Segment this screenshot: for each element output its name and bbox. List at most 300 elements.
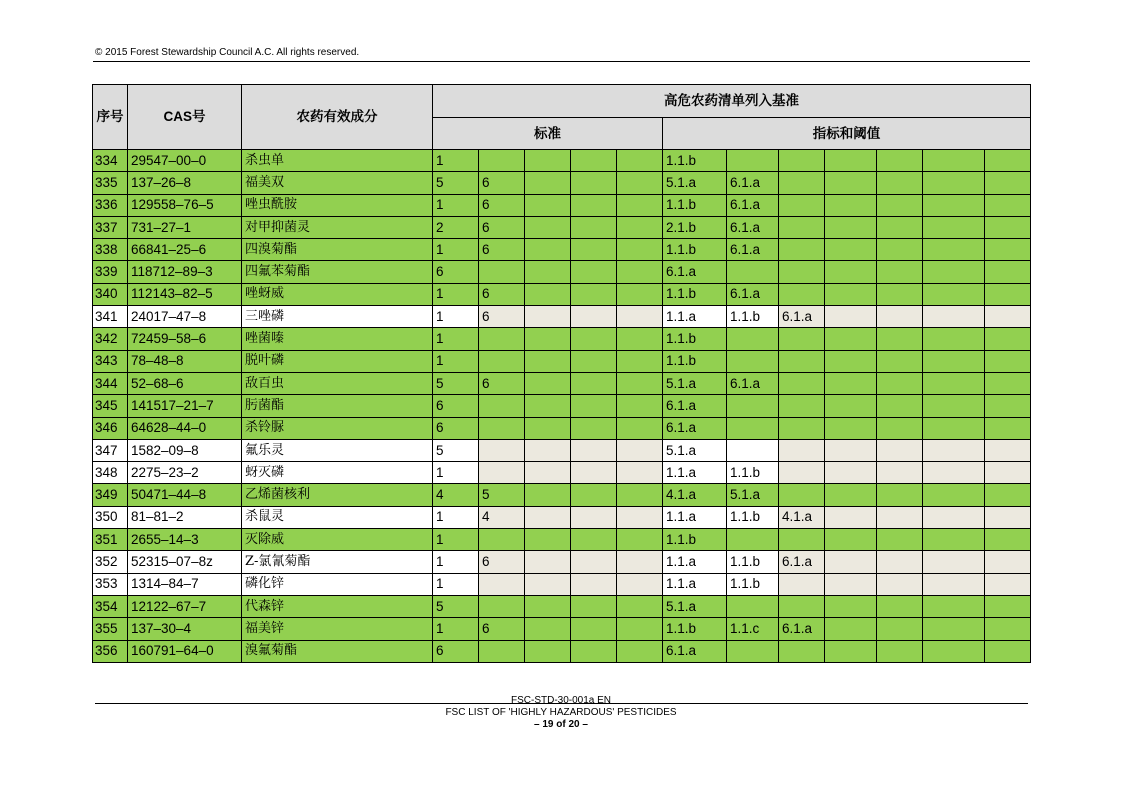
indicator-cell: 6.1.a xyxy=(779,306,825,328)
table-row xyxy=(93,150,1031,172)
standard-cell: 1 xyxy=(433,506,479,528)
standard-cell xyxy=(525,239,571,261)
footer-page-number: – 19 of 20 – xyxy=(534,719,588,730)
standard-cell xyxy=(525,439,571,461)
indicator-cell xyxy=(877,172,923,194)
ingredient-name: 磷化锌 xyxy=(242,573,433,595)
table-row xyxy=(93,261,1031,283)
standard-cell xyxy=(617,239,663,261)
standard-cell xyxy=(571,261,617,283)
table-row xyxy=(93,328,1031,350)
cas-number: 52315–07–8z xyxy=(128,551,242,573)
standard-cell xyxy=(617,484,663,506)
cas-number: 78–48–8 xyxy=(128,350,242,372)
standard-cell xyxy=(479,462,525,484)
indicator-cell xyxy=(727,150,779,172)
ingredient-name: 福美双 xyxy=(242,172,433,194)
cas-number: 1314–84–7 xyxy=(128,573,242,595)
standard-cell: 6 xyxy=(479,306,525,328)
table-row xyxy=(93,573,1031,595)
standard-cell: 5 xyxy=(433,372,479,394)
standard-cell xyxy=(525,395,571,417)
table-row xyxy=(93,350,1031,372)
table-row xyxy=(93,595,1031,617)
indicator-cell xyxy=(985,573,1031,595)
standard-cell xyxy=(617,194,663,216)
indicator-cell xyxy=(779,216,825,238)
indicator-cell: 6.1.a xyxy=(663,395,727,417)
indicator-cell: 1.1.a xyxy=(663,306,727,328)
cas-number: 137–26–8 xyxy=(128,172,242,194)
table-row xyxy=(93,529,1031,551)
row-number: 334 xyxy=(93,150,128,172)
indicator-cell xyxy=(825,618,877,640)
row-number: 356 xyxy=(93,640,128,662)
indicator-cell xyxy=(923,640,985,662)
cas-number: 1582–09–8 xyxy=(128,439,242,461)
cas-number: 12122–67–7 xyxy=(128,595,242,617)
standard-cell xyxy=(479,529,525,551)
standard-cell xyxy=(571,595,617,617)
col-header-criteria: 高危农药清单列入基准 xyxy=(433,85,1031,118)
cas-number: 137–30–4 xyxy=(128,618,242,640)
standard-cell xyxy=(525,506,571,528)
indicator-cell: 1.1.a xyxy=(663,462,727,484)
indicator-cell xyxy=(779,439,825,461)
indicator-cell xyxy=(877,194,923,216)
ingredient-name: 代森锌 xyxy=(242,595,433,617)
indicator-cell: 6.1.a xyxy=(727,194,779,216)
row-number: 351 xyxy=(93,529,128,551)
row-number: 343 xyxy=(93,350,128,372)
standard-cell xyxy=(479,640,525,662)
indicator-cell: 1.1.b xyxy=(663,618,727,640)
standard-cell: 1 xyxy=(433,529,479,551)
indicator-cell: 6.1.a xyxy=(727,216,779,238)
indicator-cell: 1.1.b xyxy=(663,283,727,305)
table-row xyxy=(93,506,1031,528)
standard-cell xyxy=(571,529,617,551)
pesticide-table xyxy=(92,84,1031,663)
standard-cell: 1 xyxy=(433,306,479,328)
indicator-cell xyxy=(923,595,985,617)
indicator-cell: 6.1.a xyxy=(727,239,779,261)
row-number: 335 xyxy=(93,172,128,194)
indicator-cell xyxy=(985,529,1031,551)
indicator-cell: 4.1.a xyxy=(779,506,825,528)
indicator-cell xyxy=(985,439,1031,461)
standard-cell: 1 xyxy=(433,462,479,484)
indicator-cell xyxy=(779,172,825,194)
ingredient-name: 敌百虫 xyxy=(242,372,433,394)
indicator-cell xyxy=(985,618,1031,640)
standard-cell xyxy=(525,417,571,439)
standard-cell xyxy=(617,506,663,528)
ingredient-name: 肟菌酯 xyxy=(242,395,433,417)
standard-cell xyxy=(525,640,571,662)
indicator-cell xyxy=(779,150,825,172)
footer-rule xyxy=(95,703,1028,704)
copyright-notice: © 2015 Forest Stewardship Council A.C. All rights reserved. xyxy=(95,47,360,58)
standard-cell: 6 xyxy=(479,372,525,394)
standard-cell xyxy=(571,283,617,305)
ingredient-name: 四溴菊酯 xyxy=(242,239,433,261)
standard-cell xyxy=(525,551,571,573)
indicator-cell xyxy=(825,350,877,372)
cas-number: 81–81–2 xyxy=(128,506,242,528)
indicator-cell xyxy=(923,484,985,506)
indicator-cell xyxy=(727,417,779,439)
indicator-cell xyxy=(825,462,877,484)
table-body xyxy=(93,150,1031,663)
indicator-cell: 1.1.c xyxy=(727,618,779,640)
indicator-cell: 1.1.b xyxy=(663,350,727,372)
indicator-cell xyxy=(825,506,877,528)
indicator-cell xyxy=(985,306,1031,328)
indicator-cell xyxy=(985,216,1031,238)
standard-cell: 5 xyxy=(433,595,479,617)
indicator-cell: 4.1.a xyxy=(663,484,727,506)
row-number: 342 xyxy=(93,328,128,350)
standard-cell xyxy=(571,150,617,172)
cas-number: 731–27–1 xyxy=(128,216,242,238)
indicator-cell xyxy=(923,529,985,551)
indicator-cell xyxy=(779,350,825,372)
row-number: 346 xyxy=(93,417,128,439)
standard-cell xyxy=(617,640,663,662)
table-row xyxy=(93,551,1031,573)
indicator-cell xyxy=(923,172,985,194)
row-number: 337 xyxy=(93,216,128,238)
standard-cell: 2 xyxy=(433,216,479,238)
indicator-cell xyxy=(923,439,985,461)
indicator-cell xyxy=(779,573,825,595)
cas-number: 129558–76–5 xyxy=(128,194,242,216)
indicator-cell xyxy=(877,551,923,573)
standard-cell xyxy=(479,439,525,461)
ingredient-name: 三唑磷 xyxy=(242,306,433,328)
indicator-cell: 6.1.a xyxy=(779,551,825,573)
standard-cell xyxy=(617,529,663,551)
indicator-cell xyxy=(923,239,985,261)
indicator-cell xyxy=(923,506,985,528)
standard-cell xyxy=(617,283,663,305)
indicator-cell xyxy=(727,350,779,372)
indicator-cell xyxy=(985,194,1031,216)
indicator-cell xyxy=(779,529,825,551)
standard-cell xyxy=(617,261,663,283)
cas-number: 52–68–6 xyxy=(128,372,242,394)
standard-cell xyxy=(525,573,571,595)
indicator-cell xyxy=(985,595,1031,617)
indicator-cell: 5.1.a xyxy=(727,484,779,506)
indicator-cell xyxy=(727,395,779,417)
table-row xyxy=(93,417,1031,439)
ingredient-name: 福美锌 xyxy=(242,618,433,640)
ingredient-name: Z-氯氰菊酯 xyxy=(242,551,433,573)
row-number: 353 xyxy=(93,573,128,595)
indicator-cell xyxy=(985,395,1031,417)
header-rule xyxy=(93,61,1030,62)
ingredient-name: 唑虫酰胺 xyxy=(242,194,433,216)
cas-number: 112143–82–5 xyxy=(128,283,242,305)
indicator-cell: 6.1.a xyxy=(663,261,727,283)
standard-cell xyxy=(617,395,663,417)
cas-number: 2275–23–2 xyxy=(128,462,242,484)
standard-cell: 1 xyxy=(433,573,479,595)
standard-cell xyxy=(571,306,617,328)
standard-cell xyxy=(617,372,663,394)
indicator-cell xyxy=(877,150,923,172)
indicator-cell xyxy=(825,194,877,216)
indicator-cell xyxy=(825,595,877,617)
ingredient-name: 四氟苯菊酯 xyxy=(242,261,433,283)
indicator-cell xyxy=(923,573,985,595)
standard-cell: 6 xyxy=(479,194,525,216)
standard-cell xyxy=(571,618,617,640)
indicator-cell xyxy=(779,595,825,617)
standard-cell: 1 xyxy=(433,239,479,261)
indicator-cell xyxy=(779,261,825,283)
row-number: 339 xyxy=(93,261,128,283)
indicator-cell: 1.1.a xyxy=(663,506,727,528)
row-number: 354 xyxy=(93,595,128,617)
col-header-ingredient: 农药有效成分 xyxy=(242,85,433,150)
standard-cell xyxy=(525,484,571,506)
row-number: 349 xyxy=(93,484,128,506)
indicator-cell xyxy=(825,573,877,595)
indicator-cell xyxy=(825,306,877,328)
cas-number: 72459–58–6 xyxy=(128,328,242,350)
ingredient-name: 唑蚜威 xyxy=(242,283,433,305)
indicator-cell xyxy=(923,194,985,216)
indicator-cell: 1.1.b xyxy=(663,150,727,172)
indicator-cell xyxy=(727,439,779,461)
indicator-cell: 5.1.a xyxy=(663,595,727,617)
indicator-cell xyxy=(923,551,985,573)
indicator-cell xyxy=(877,372,923,394)
standard-cell xyxy=(479,417,525,439)
table-row xyxy=(93,484,1031,506)
standard-cell xyxy=(571,350,617,372)
indicator-cell xyxy=(877,283,923,305)
ingredient-name: 乙烯菌核利 xyxy=(242,484,433,506)
cas-number: 2655–14–3 xyxy=(128,529,242,551)
row-number: 336 xyxy=(93,194,128,216)
indicator-cell: 6.1.a xyxy=(727,172,779,194)
indicator-cell: 1.1.b xyxy=(663,328,727,350)
ingredient-name: 杀鼠灵 xyxy=(242,506,433,528)
standard-cell xyxy=(617,306,663,328)
indicator-cell: 5.1.a xyxy=(663,439,727,461)
standard-cell xyxy=(571,372,617,394)
indicator-cell xyxy=(877,573,923,595)
indicator-cell xyxy=(825,216,877,238)
standard-cell xyxy=(479,261,525,283)
cas-number: 29547–00–0 xyxy=(128,150,242,172)
indicator-cell xyxy=(985,417,1031,439)
indicator-cell xyxy=(985,328,1031,350)
standard-cell: 1 xyxy=(433,194,479,216)
row-number: 352 xyxy=(93,551,128,573)
standard-cell: 1 xyxy=(433,283,479,305)
standard-cell: 5 xyxy=(433,172,479,194)
standard-cell: 5 xyxy=(479,484,525,506)
standard-cell: 6 xyxy=(479,618,525,640)
standard-cell xyxy=(525,618,571,640)
ingredient-name: 对甲抑菌灵 xyxy=(242,216,433,238)
ingredient-name: 蚜灭磷 xyxy=(242,462,433,484)
standard-cell: 6 xyxy=(479,283,525,305)
standard-cell xyxy=(571,573,617,595)
indicator-cell xyxy=(985,261,1031,283)
standard-cell xyxy=(617,573,663,595)
indicator-cell: 5.1.a xyxy=(663,372,727,394)
indicator-cell xyxy=(727,328,779,350)
indicator-cell xyxy=(877,484,923,506)
standard-cell: 6 xyxy=(433,261,479,283)
indicator-cell: 1.1.b xyxy=(727,573,779,595)
indicator-cell xyxy=(779,372,825,394)
row-number: 341 xyxy=(93,306,128,328)
table-row xyxy=(93,640,1031,662)
row-number: 344 xyxy=(93,372,128,394)
indicator-cell xyxy=(825,417,877,439)
indicator-cell xyxy=(877,506,923,528)
ingredient-name: 溴氟菊酯 xyxy=(242,640,433,662)
footer-doc-code: FSC-STD-30-001a EN xyxy=(510,695,612,706)
standard-cell xyxy=(571,239,617,261)
indicator-cell xyxy=(877,239,923,261)
standard-cell xyxy=(571,640,617,662)
standard-cell: 6 xyxy=(433,395,479,417)
indicator-cell xyxy=(877,618,923,640)
indicator-cell: 1.1.b xyxy=(663,194,727,216)
indicator-cell xyxy=(923,417,985,439)
standard-cell xyxy=(617,328,663,350)
standard-cell xyxy=(571,194,617,216)
row-number: 348 xyxy=(93,462,128,484)
cas-number: 50471–44–8 xyxy=(128,484,242,506)
standard-cell xyxy=(571,417,617,439)
indicator-cell xyxy=(877,439,923,461)
indicator-cell xyxy=(727,261,779,283)
standard-cell xyxy=(617,551,663,573)
standard-cell xyxy=(479,595,525,617)
indicator-cell xyxy=(923,462,985,484)
standard-cell: 1 xyxy=(433,328,479,350)
standard-cell xyxy=(617,462,663,484)
indicator-cell xyxy=(825,239,877,261)
indicator-cell xyxy=(877,261,923,283)
standard-cell xyxy=(617,618,663,640)
indicator-cell xyxy=(985,372,1031,394)
indicator-cell xyxy=(825,261,877,283)
standard-cell xyxy=(571,462,617,484)
indicator-cell xyxy=(923,395,985,417)
cas-number: 160791–64–0 xyxy=(128,640,242,662)
standard-cell: 6 xyxy=(433,417,479,439)
standard-cell xyxy=(525,462,571,484)
ingredient-name: 灭除威 xyxy=(242,529,433,551)
standard-cell: 6 xyxy=(479,172,525,194)
standard-cell xyxy=(571,216,617,238)
indicator-cell xyxy=(727,640,779,662)
indicator-cell: 6.1.a xyxy=(663,640,727,662)
indicator-cell xyxy=(825,328,877,350)
standard-cell xyxy=(571,328,617,350)
row-number: 338 xyxy=(93,239,128,261)
indicator-cell: 1.1.b xyxy=(727,306,779,328)
table-row xyxy=(93,462,1031,484)
indicator-cell xyxy=(877,529,923,551)
indicator-cell xyxy=(923,283,985,305)
indicator-cell xyxy=(923,618,985,640)
row-number: 345 xyxy=(93,395,128,417)
indicator-cell xyxy=(923,306,985,328)
indicator-cell xyxy=(985,150,1031,172)
standard-cell xyxy=(479,573,525,595)
indicator-cell: 6.1.a xyxy=(727,372,779,394)
table-row xyxy=(93,306,1031,328)
indicator-cell xyxy=(779,417,825,439)
indicator-cell xyxy=(877,328,923,350)
indicator-cell xyxy=(825,283,877,305)
standard-cell xyxy=(617,350,663,372)
indicator-cell xyxy=(923,150,985,172)
standard-cell xyxy=(571,484,617,506)
indicator-cell xyxy=(985,283,1031,305)
indicator-cell xyxy=(825,640,877,662)
standard-cell xyxy=(571,172,617,194)
indicator-cell xyxy=(779,239,825,261)
indicator-cell xyxy=(825,551,877,573)
row-number: 340 xyxy=(93,283,128,305)
table-row xyxy=(93,283,1031,305)
indicator-cell: 1.1.b xyxy=(663,239,727,261)
standard-cell xyxy=(571,395,617,417)
indicator-cell: 6.1.a xyxy=(779,618,825,640)
standard-cell xyxy=(479,328,525,350)
indicator-cell: 1.1.b xyxy=(663,529,727,551)
ingredient-name: 杀虫单 xyxy=(242,150,433,172)
table-row xyxy=(93,618,1031,640)
standard-cell: 1 xyxy=(433,350,479,372)
cas-number: 24017–47–8 xyxy=(128,306,242,328)
standard-cell: 6 xyxy=(479,216,525,238)
indicator-cell xyxy=(877,640,923,662)
indicator-cell: 1.1.a xyxy=(663,551,727,573)
standard-cell xyxy=(525,216,571,238)
indicator-cell: 6.1.a xyxy=(727,283,779,305)
indicator-cell xyxy=(985,172,1031,194)
indicator-cell xyxy=(779,328,825,350)
standard-cell xyxy=(525,194,571,216)
standard-cell xyxy=(525,150,571,172)
indicator-cell xyxy=(779,395,825,417)
col-header-indicators: 指标和阈值 xyxy=(663,118,1031,150)
footer-doc-title: FSC LIST OF 'HIGHLY HAZARDOUS' PESTICIDES xyxy=(445,707,677,718)
indicator-cell xyxy=(985,239,1031,261)
indicator-cell xyxy=(727,529,779,551)
standard-cell: 4 xyxy=(433,484,479,506)
table-row xyxy=(93,172,1031,194)
table-row xyxy=(93,372,1031,394)
indicator-cell xyxy=(779,640,825,662)
standard-cell: 5 xyxy=(433,439,479,461)
ingredient-name: 杀铃脲 xyxy=(242,417,433,439)
table-row xyxy=(93,194,1031,216)
